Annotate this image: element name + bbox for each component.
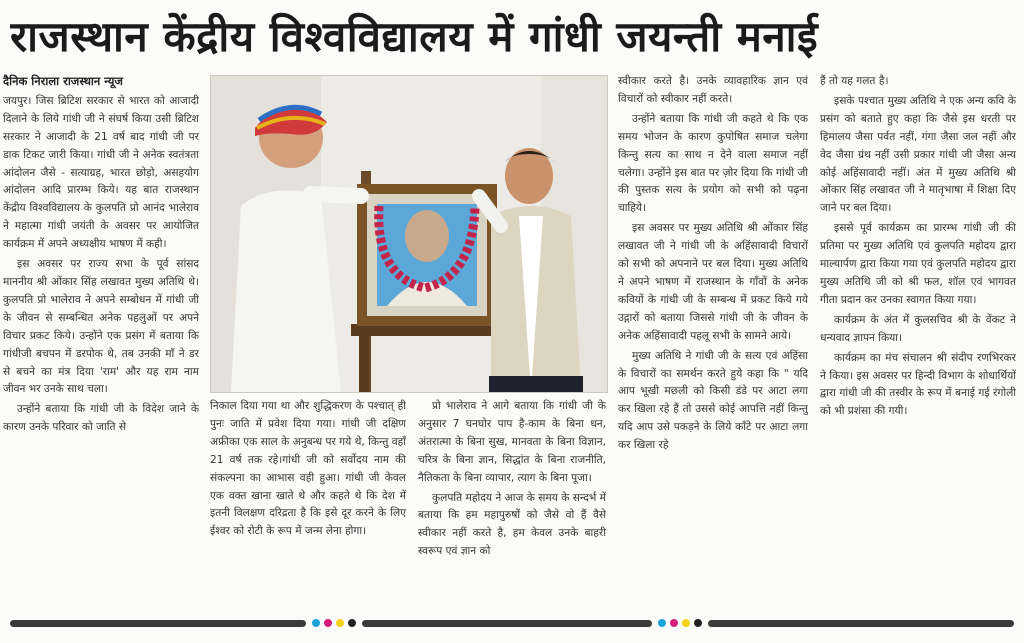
article-column-2 [210,398,406,613]
article-column-3 [418,398,606,613]
paragraph: जयपुर। जिस ब्रिटिश सरकार से भारत को आजादी दिलाने के लिये गांधी जी ने संघर्ष किया उसी ब्रिटिश सरकार ने आजादी के 21 वर्ष बाद गांधी जी पर डाक टिकट जारी किया। गांधी जी ने अनेक स्वतंत्रता आंदोलन जैसे - सत्याग्रह, भारत छोड़ो, असहयोग आंदोलन आदि प्रारम्भ किये। यह बात राजस्थान केंद्रीय विश्वविद्यालय के कुलपति प्रो आनंद भालेराव ने महात्मा गांधी जयंती के अवसर पर आयोजित कार्यक्रम में अपने अध्यक्षीय भाषण में कही। [3,94,199,251]
black-dot [694,619,702,627]
footer-rule [0,616,1024,630]
paragraph: कुलपति महोदय ने आज के समय के सन्दर्भ में बताया कि हम महापुरुषों को जैसे वो हैं वैसे स्वीकार नहीं करते है, हम केवल उनके बाहरी स्वरूप एवं ज्ञान को [418,491,606,558]
news-photo [210,75,608,393]
rule-bar [362,620,652,627]
headline: राजस्थान केंद्रीय विश्वविद्यालय में गांधी जयन्ती मनाई [10,12,819,61]
yellow-dot [682,619,690,627]
paragraph: उन्होंने बताया कि गांधी जी के विदेश जाने के कारण उनके परिवार को जाति से [3,403,199,434]
paragraph: इससे पूर्व कार्यक्रम का प्रारम्भ गांधी जी की प्रतिमा पर मुख्य अतिथि एवं कुलपति महोदय द्वारा माल्यार्पण द्वारा किया गया एवं कुलपति महोदय द्वारा मुख्य अतिथि जी को श्री फल, शॉल एवं भागवत गीता प्रदान कर उनका स्वागत किया गया। [820,222,1016,306]
paragraph: हैं तो यह गलत है। [820,75,889,87]
black-dot [348,619,356,627]
cyan-dot [658,619,666,627]
article-column-5 [820,73,1016,613]
cyan-dot [312,619,320,627]
yellow-dot [336,619,344,627]
paragraph: कार्यक्रम के अंत में कुलसचिव श्री के वेंकट ने धन्यवाद ज्ञापन किया। [820,313,1016,344]
paragraph: उन्होंने बताया कि गांधी जी कहते थे कि एक समय भोजन के कारण कुपोषित समाज चलेगा किन्तु सत्य का साथ न देने वाला समाज नहीं चलेगा। उन्होंने इस बात पर ज़ोर दिया कि गांधी जी की पुस्तक सत्य के प्रयोग को सभी को पढ़ना चाहिये। [618,112,808,215]
article-column-1 [3,73,199,603]
paragraph: प्रो भालेराव ने आगे बताया कि गांधी जी के अनुसार 7 घनघोर पाप है-काम के बिना धन, अंतरात्मा के बिना सुख, मानवता के बिना विज्ञान, चरित्र के बिना ज्ञान, सिद्धांत के बिना राजनीति, नैतिकता के बिना व्यापार, त्याग के बिना पूजा। [418,400,606,484]
paragraph: मुख्य अतिथि ने गांधी जी के सत्य एवं अहिंसा के विचारों का समर्थन करते हुये कहा कि " यदि आप भूखी मछली को किसी डंडे पर आटा लगा कर खिला रहे हैं तो उससे कोई आपत्ति नहीं किन्तु यदि आप उसे पकड़ने के लिये काँटे पर आटा लगा कर खिला रहे [618,349,808,452]
paragraph: इसके पश्चात मुख्य अतिथि ने एक अन्य कवि के प्रसंग को बताते हुए कहा कि जैसे इस धरती पर हिमालय जैसा पर्वत नहीं, गंगा जैसा जल नहीं और वेद जैसा ग्रंथ नहीं उसी प्रकार गांधी जी जैसा अन्य कोई अहिंसावादी नहीं। अंत में मुख्य अतिथि श्री ओंकार सिंह लखावत जी ने मातृभाषा में शिक्षा दिए जाने पर बल दिया। [820,94,1016,215]
magenta-dot [324,619,332,627]
photo-illustration [211,76,607,392]
article-column-4 [618,73,808,613]
paragraph: स्वीकार करते है। उनके व्यावहारिक ज्ञान एवं विचारों को स्वीकार नहीं करते। [618,75,808,105]
paragraph: इस अवसर पर राज्य सभा के पूर्व सांसद माननीय श्री ओंकार सिंह लखावत मुख्य अतिथि थे। कुलपति प्रो भालेराव ने अपने सम्बोधन में गांधी जी के जीवन से सम्बन्धित अनेक पहलुओं पर अपने विचार प्रकट किये। उन्होंने एक प्रसंग में बताया कि गांधीजी बचपन में डरपोक थे, तब उनकी माँ ने डर से बचने का मंत्र दिया 'राम' और यह राम नाम जीवन भर उनके साथ चला। [3,258,199,396]
paragraph: कार्यक्रम का मंच संचालन श्री संदीप रणभिरकर ने किया। इस अवसर पर हिन्दी विभाग के शोधार्थियों द्वारा गांधी जी की तस्वीर के रूप में बनाई गई रंगोली को भी प्रशंसा की गयी। [820,351,1016,418]
rule-bar [10,620,306,627]
magenta-dot [670,619,678,627]
paragraph: निकाल दिया गया था और शुद्धिकरण के पश्चात् ही पुनः जाति में प्रवेश दिया गया। गांधी जी दक्षिण अफ्रीका एक साल के अनुबन्ध पर गये थे, किन्तु वहाँ 21 वर्ष तक रहे।गांधी जी को सर्वोदय नाम की संकल्पना का आभास वही हुआ। गांधी जी केवल एक वक्त खाना खाते थे और कहते थे कि देश में इतनी विलक्षण दरिद्रता है कि इसे दूर करने के लिए ईश्वर को रोटी के रूप में जन्म लेना होगा। [210,400,406,538]
rule-bar [708,620,1014,627]
paragraph: इस अवसर पर मुख्य अतिथि श्री ओंकार सिंह लखावत जी ने गांधी जी के अहिंसावादी विचारों को सभी को अपनाने पर बल दिया। मुख्य अतिथि ने अपने भाषण में राजस्थान के गाँवों के अनेक कवियों के गांधी जी के सम्बन्ध में प्रकट किये गये उद्गारों को बताया जिससे गांधी जी के जीवन के अनेक अहिंसावादी पहलू सभी के सामने आये। [618,222,808,342]
byline: दैनिक निराला राजस्थान न्यूज [3,74,123,88]
